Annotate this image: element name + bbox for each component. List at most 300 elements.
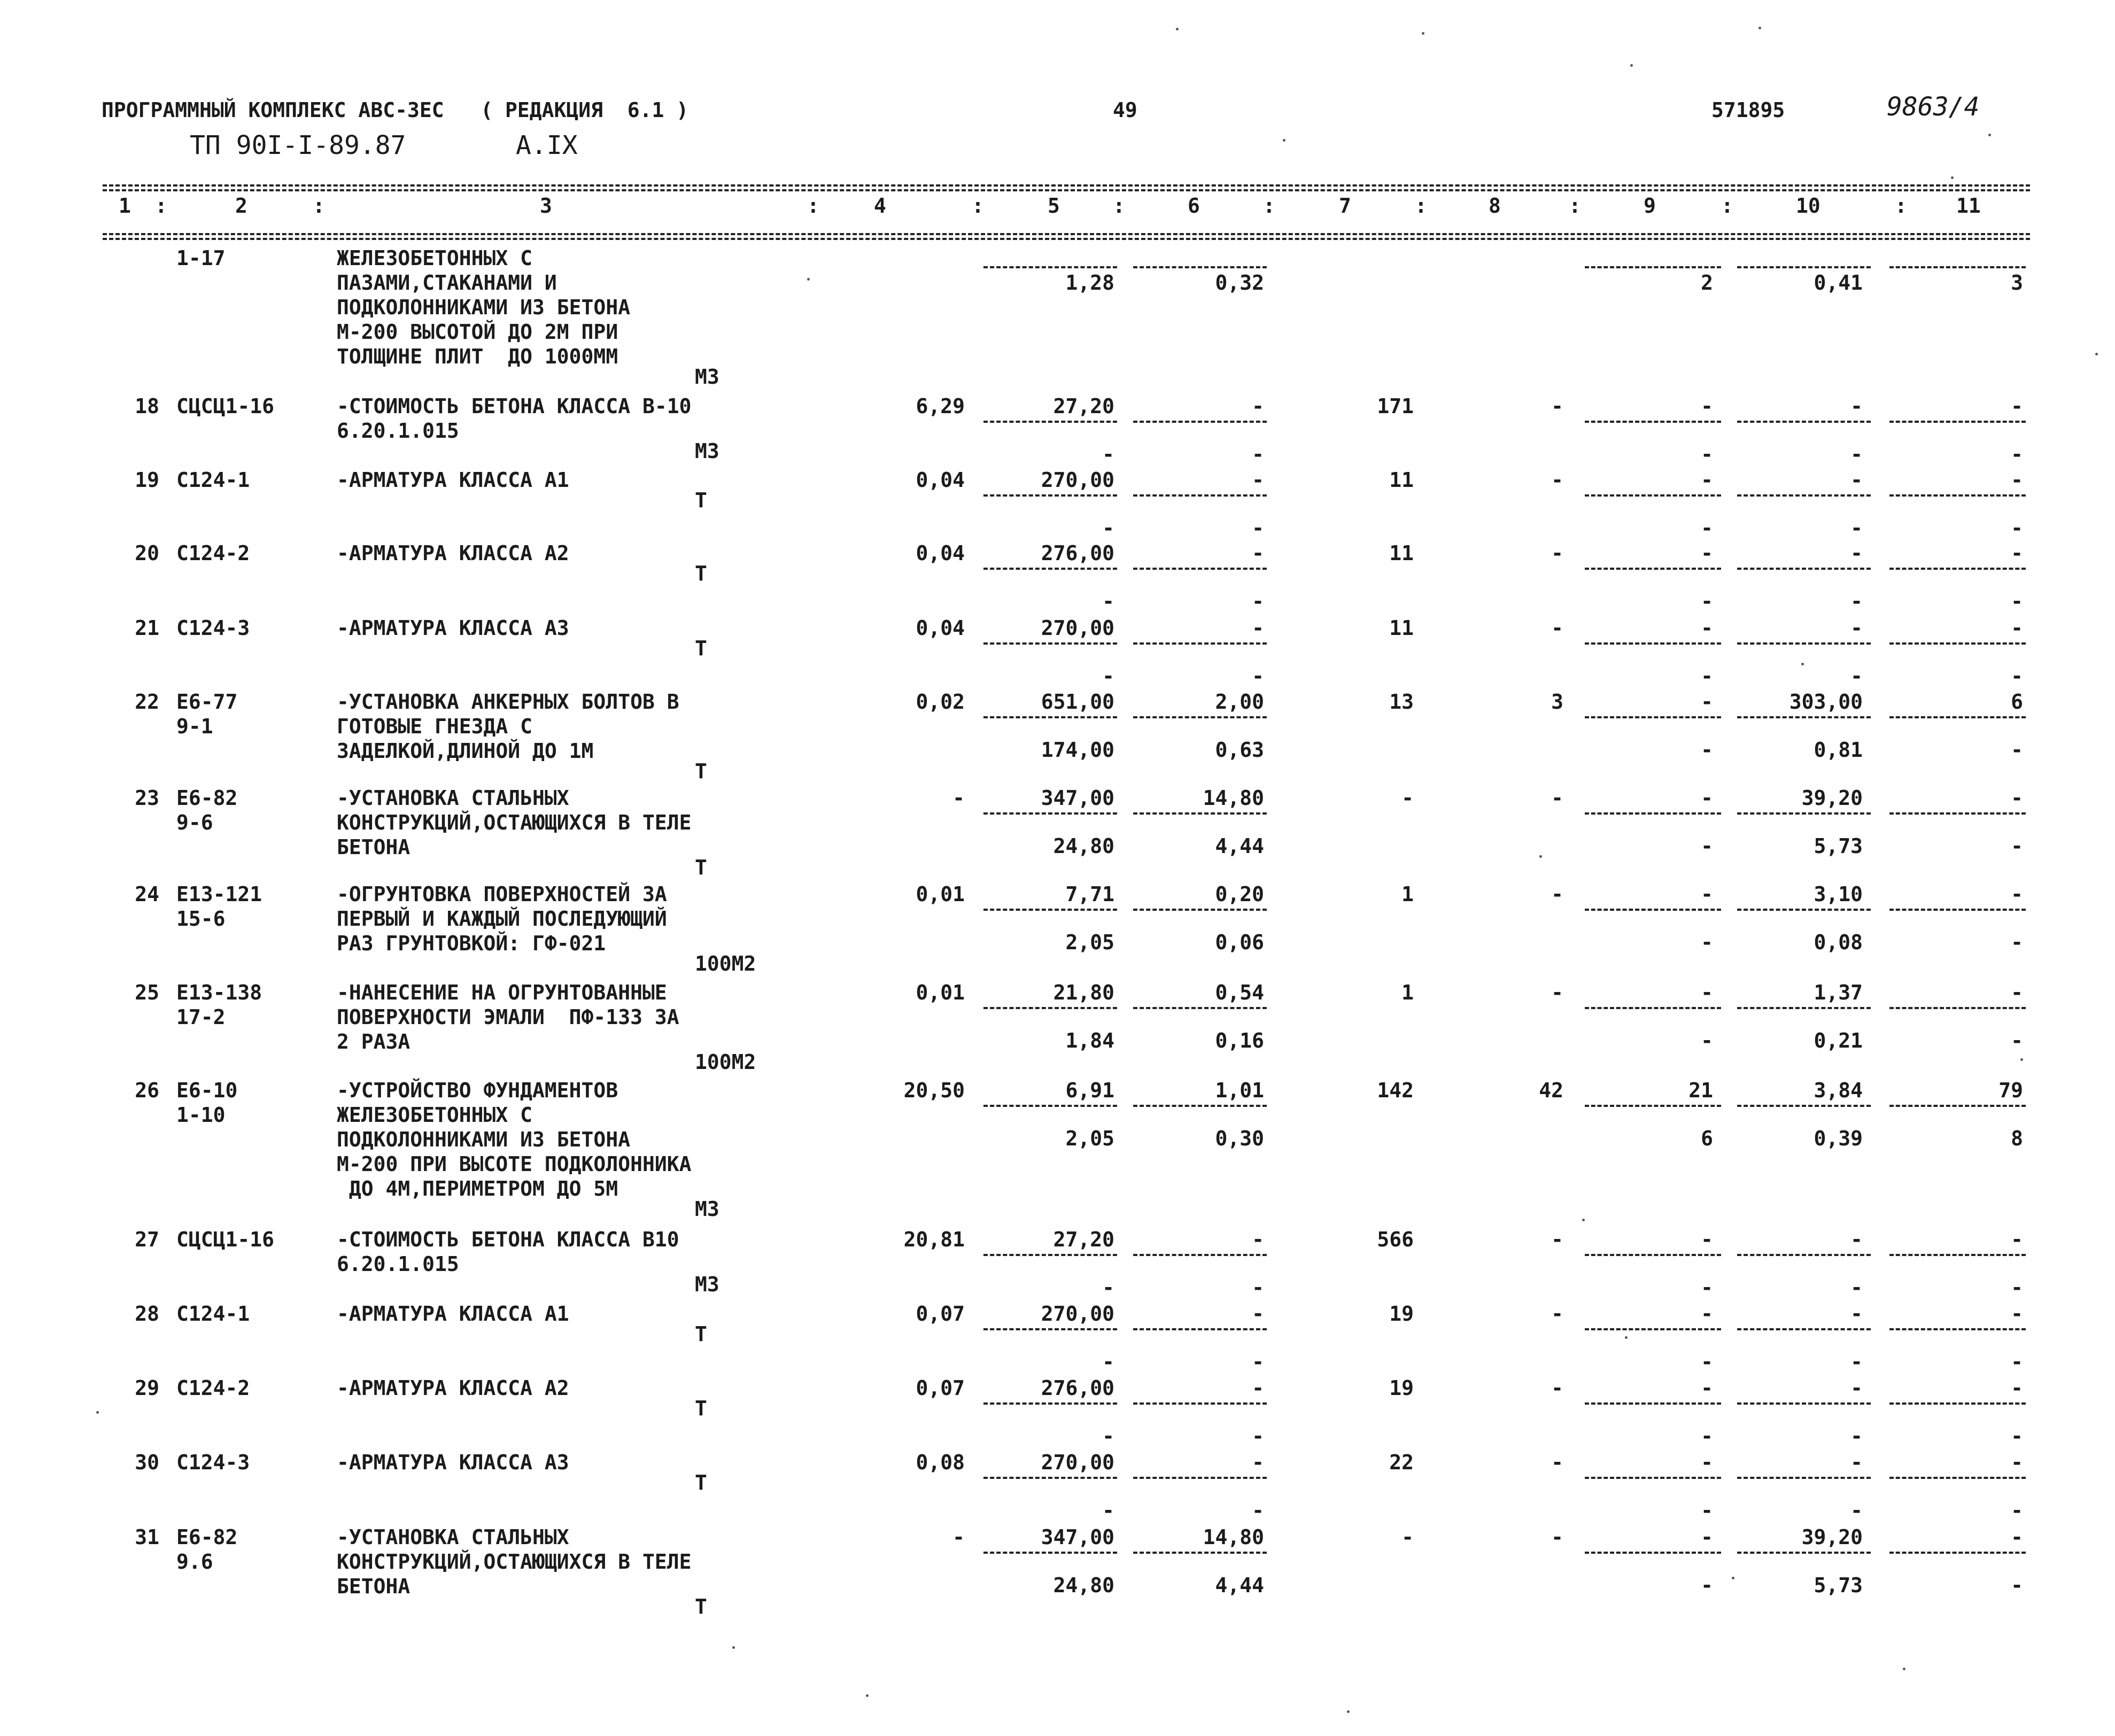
row-number: 19 bbox=[135, 468, 159, 492]
cell-col-6-lower: 0,06 bbox=[1215, 931, 1264, 954]
cell-col-6: - bbox=[1252, 541, 1264, 565]
cell-rule bbox=[1585, 1328, 1721, 1330]
cell-col-11: - bbox=[2011, 1376, 2023, 1400]
scan-speck bbox=[1801, 663, 1804, 665]
row-code: Е6-10 bbox=[176, 1079, 238, 1102]
cell-col-9: 2 bbox=[1701, 271, 1713, 294]
cell-col-6-lower: 4,44 bbox=[1215, 1574, 1264, 1597]
cell-col-7: 19 bbox=[1389, 1302, 1414, 1326]
row-description: ЖЕЛЕЗОБЕТОННЫХ С bbox=[337, 246, 533, 270]
cell-col-10-lower: - bbox=[1850, 1499, 1863, 1522]
cell-col-7: 1 bbox=[1401, 981, 1414, 1004]
cell-col-11: - bbox=[2011, 394, 2023, 418]
cell-col-6: 14,80 bbox=[1203, 786, 1264, 810]
cell-rule bbox=[1889, 1552, 2026, 1554]
cell-col-9: - bbox=[1701, 882, 1713, 906]
cell-col-6: - bbox=[1252, 616, 1264, 640]
cell-col-5: 276,00 bbox=[1041, 1376, 1114, 1400]
cell-col-11-lower: - bbox=[2011, 1350, 2023, 1374]
cell-rule bbox=[1889, 1105, 2026, 1107]
row-code: С124-1 bbox=[176, 1302, 250, 1326]
cell-col-5-lower: - bbox=[1102, 1350, 1114, 1374]
cell-rule bbox=[1889, 568, 2026, 570]
cell-col-9-lower: 6 bbox=[1701, 1127, 1713, 1150]
cell-col-9-lower: - bbox=[1701, 1276, 1713, 1299]
cell-col-6-lower: - bbox=[1252, 1499, 1264, 1522]
row-description: -АРМАТУРА КЛАССА А1 bbox=[337, 468, 569, 492]
cell-col-4: 20,50 bbox=[903, 1079, 965, 1102]
cell-col-11: - bbox=[2011, 1228, 2023, 1251]
cell-col-11: - bbox=[2011, 1302, 2023, 1326]
cell-col-5-lower: 2,05 bbox=[1065, 931, 1114, 954]
cell-col-5: 270,00 bbox=[1041, 1451, 1114, 1474]
cell-col-9-lower: - bbox=[1701, 590, 1713, 613]
cell-rule bbox=[983, 1402, 1117, 1405]
row-number: 25 bbox=[135, 981, 159, 1004]
row-unit: 100М2 bbox=[695, 952, 756, 975]
cell-col-9: - bbox=[1701, 981, 1713, 1004]
cell-rule bbox=[1133, 1552, 1267, 1554]
cell-col-6-lower: - bbox=[1252, 516, 1264, 540]
cell-col-6-lower: - bbox=[1252, 664, 1264, 688]
cell-col-11: - bbox=[2011, 981, 2023, 1004]
cell-col-8: - bbox=[1551, 468, 1563, 492]
row-number: 27 bbox=[135, 1228, 159, 1251]
row-description: -АРМАТУРА КЛАССА А2 bbox=[337, 1376, 569, 1400]
row-description: ГОТОВЫЕ ГНЕЗДА С bbox=[337, 715, 533, 738]
scan-speck bbox=[807, 278, 810, 281]
cell-col-10-lower: - bbox=[1850, 1350, 1863, 1374]
cell-rule bbox=[1737, 642, 1871, 645]
row-description: ПЕРВЫЙ И КАЖДЫЙ ПОСЛЕДУЮЩИЙ bbox=[337, 907, 667, 931]
cell-col-8: - bbox=[1551, 394, 1563, 418]
cell-rule bbox=[1889, 266, 2026, 268]
cell-col-4: - bbox=[952, 1525, 965, 1549]
column-separator: : bbox=[1113, 194, 1125, 218]
cell-rule bbox=[1737, 812, 1871, 815]
cell-col-11: - bbox=[2011, 616, 2023, 640]
cell-col-10-lower: 5,73 bbox=[1814, 1574, 1863, 1597]
cell-col-11-lower: 8 bbox=[2011, 1127, 2023, 1150]
cell-rule bbox=[1585, 1254, 1721, 1256]
row-code: С124-3 bbox=[176, 616, 250, 640]
cell-col-9: - bbox=[1701, 468, 1713, 492]
cell-col-6: - bbox=[1252, 1451, 1264, 1474]
cell-col-9: - bbox=[1701, 690, 1713, 714]
column-header-10: 10 bbox=[1796, 194, 1820, 218]
row-description: ТОЛЩИНЕ ПЛИТ ДО 1000ММ bbox=[337, 345, 618, 368]
cell-col-7: 19 bbox=[1389, 1376, 1414, 1400]
row-code: 15-6 bbox=[176, 907, 226, 931]
row-description: -АРМАТУРА КЛАССА А1 bbox=[337, 1302, 569, 1326]
cell-col-10-lower: - bbox=[1850, 516, 1863, 540]
document-code: 571895 bbox=[1711, 98, 1785, 122]
cell-col-6: 0,54 bbox=[1215, 981, 1264, 1004]
cell-rule bbox=[1889, 421, 2026, 423]
cell-col-4: 0,07 bbox=[916, 1302, 965, 1326]
cell-col-6-lower: 0,30 bbox=[1215, 1127, 1264, 1150]
row-description: -АРМАТУРА КЛАССА А3 bbox=[337, 1451, 569, 1474]
scan-speck bbox=[732, 1646, 735, 1649]
row-number: 23 bbox=[135, 786, 159, 810]
cell-col-5: 7,71 bbox=[1065, 882, 1114, 906]
cell-col-7: - bbox=[1401, 1525, 1414, 1549]
cell-col-5: 21,80 bbox=[1053, 981, 1114, 1004]
cell-rule bbox=[1585, 421, 1721, 423]
scan-speck bbox=[2095, 353, 2098, 355]
cell-rule bbox=[1585, 1402, 1721, 1405]
cell-col-9-lower: - bbox=[1701, 931, 1713, 954]
cell-col-6: - bbox=[1252, 468, 1264, 492]
cell-col-6: 0,20 bbox=[1215, 882, 1264, 906]
cell-col-10-lower: 0,81 bbox=[1814, 738, 1863, 762]
row-number: 30 bbox=[135, 1451, 159, 1474]
cell-rule bbox=[1133, 909, 1267, 911]
cell-rule bbox=[1737, 494, 1871, 497]
row-description: 6.20.1.015 bbox=[337, 419, 459, 443]
cell-col-11: - bbox=[2011, 786, 2023, 810]
row-description: КОНСТРУКЦИЙ,ОСТАЮЩИХСЯ В ТЕЛЕ bbox=[337, 1550, 692, 1574]
cell-rule bbox=[1737, 1254, 1871, 1256]
row-description: -НАНЕСЕНИЕ НА ОГРУНТОВАННЫЕ bbox=[337, 981, 667, 1004]
cell-col-10: 303,00 bbox=[1789, 690, 1863, 714]
row-description: БЕТОНА bbox=[337, 1575, 410, 1598]
cell-col-11-lower: - bbox=[2011, 664, 2023, 688]
cell-col-5: 270,00 bbox=[1041, 616, 1114, 640]
row-code: СЦСЦ1-16 bbox=[176, 1228, 275, 1251]
cell-col-8: - bbox=[1551, 786, 1563, 810]
cell-col-5: 27,20 bbox=[1053, 394, 1114, 418]
cell-col-7: 171 bbox=[1377, 394, 1414, 418]
row-description: ЗАДЕЛКОЙ,ДЛИНОЙ ДО 1М bbox=[337, 739, 594, 763]
row-unit: Т bbox=[695, 1471, 707, 1494]
cell-rule bbox=[1889, 1328, 2026, 1330]
cell-col-5-lower: 1,84 bbox=[1065, 1029, 1114, 1052]
cell-rule bbox=[1585, 1552, 1721, 1554]
row-unit: Т bbox=[695, 1322, 707, 1346]
cell-rule bbox=[983, 1105, 1117, 1107]
scan-speck bbox=[96, 1411, 99, 1414]
cell-col-9: - bbox=[1701, 1302, 1713, 1326]
cell-rule bbox=[1889, 642, 2026, 645]
cell-rule bbox=[983, 812, 1117, 815]
row-description: -АРМАТУРА КЛАССА А2 bbox=[337, 541, 569, 565]
cell-col-5-lower: - bbox=[1102, 590, 1114, 613]
column-header-6: 6 bbox=[1188, 194, 1200, 218]
cell-col-5-lower: - bbox=[1102, 664, 1114, 688]
row-code: Е6-77 bbox=[176, 690, 238, 714]
cell-col-7: 11 bbox=[1389, 616, 1414, 640]
row-unit: Т bbox=[695, 1595, 707, 1618]
column-separator: : bbox=[1263, 194, 1275, 218]
cell-col-11: 6 bbox=[2011, 690, 2023, 714]
cell-col-10-lower: - bbox=[1850, 443, 1863, 466]
project-number: ТП 90I-I-89.87 bbox=[190, 130, 406, 160]
cell-rule bbox=[983, 421, 1117, 423]
row-description: ПОВЕРХНОСТИ ЭМАЛИ ПФ-133 ЗА bbox=[337, 1005, 679, 1029]
cell-rule bbox=[1585, 1105, 1721, 1107]
cell-rule bbox=[1889, 1007, 2026, 1009]
cell-rule bbox=[1737, 716, 1871, 718]
cell-rule bbox=[1133, 1254, 1267, 1256]
row-unit: Т bbox=[695, 1397, 707, 1420]
cell-col-6-lower: - bbox=[1252, 1276, 1264, 1299]
cell-col-10-lower: - bbox=[1850, 590, 1863, 613]
row-unit: Т bbox=[695, 856, 707, 879]
cell-rule bbox=[1889, 1402, 2026, 1405]
cell-col-7: 1 bbox=[1401, 882, 1414, 906]
cell-col-11: - bbox=[2011, 541, 2023, 565]
cell-col-6: - bbox=[1252, 1376, 1264, 1400]
cell-rule bbox=[1737, 266, 1871, 268]
row-description: КОНСТРУКЦИЙ,ОСТАЮЩИХСЯ В ТЕЛЕ bbox=[337, 811, 692, 834]
cell-col-5-lower: 24,80 bbox=[1053, 834, 1114, 858]
cell-rule bbox=[1889, 716, 2026, 718]
page-number: 49 bbox=[1113, 98, 1137, 122]
cell-col-10-lower: - bbox=[1850, 1424, 1863, 1448]
cell-rule bbox=[1133, 812, 1267, 815]
cell-rule bbox=[1889, 812, 2026, 815]
cell-col-5: 651,00 bbox=[1041, 690, 1114, 714]
cell-col-8: 42 bbox=[1539, 1079, 1563, 1102]
row-unit: М3 bbox=[695, 365, 719, 389]
row-code: С124-2 bbox=[176, 541, 250, 565]
row-description: 2 РАЗА bbox=[337, 1030, 410, 1053]
scan-speck bbox=[1283, 139, 1285, 142]
row-code: 1-10 bbox=[176, 1103, 226, 1127]
row-code: Е6-82 bbox=[176, 786, 238, 810]
cell-rule bbox=[1889, 909, 2026, 911]
cell-col-6-lower: 0,63 bbox=[1215, 738, 1264, 762]
cell-col-7: 11 bbox=[1389, 468, 1414, 492]
row-number: 28 bbox=[135, 1302, 159, 1326]
cell-rule bbox=[1133, 266, 1267, 268]
row-description: ПОДКОЛОННИКАМИ ИЗ БЕТОНА bbox=[337, 1128, 631, 1151]
cell-col-11-lower: - bbox=[2011, 931, 2023, 954]
row-number: 21 bbox=[135, 616, 159, 640]
cell-col-10: - bbox=[1850, 1228, 1863, 1251]
cell-rule bbox=[983, 266, 1117, 268]
cell-col-9-lower: - bbox=[1701, 516, 1713, 540]
cell-rule bbox=[1737, 1328, 1871, 1330]
cell-col-9: - bbox=[1701, 786, 1713, 810]
cell-col-6: 1,01 bbox=[1215, 1079, 1264, 1102]
scan-speck bbox=[1951, 176, 1954, 179]
cell-rule bbox=[983, 716, 1117, 718]
row-unit: Т bbox=[695, 759, 707, 783]
row-code: Е6-82 bbox=[176, 1525, 238, 1549]
scan-speck bbox=[1539, 855, 1542, 858]
cell-rule bbox=[1585, 266, 1721, 268]
row-description: М-200 ВЫСОТОЙ ДО 2М ПРИ bbox=[337, 320, 618, 344]
row-description: БЕТОНА bbox=[337, 835, 410, 859]
cell-col-6: 14,80 bbox=[1203, 1525, 1264, 1549]
column-separator: : bbox=[313, 194, 325, 218]
scan-speck bbox=[1347, 1710, 1350, 1713]
row-description: -СТОИМОСТЬ БЕТОНА КЛАССА В10 bbox=[337, 1228, 679, 1251]
cell-col-4: - bbox=[952, 786, 965, 810]
scan-speck bbox=[866, 1694, 869, 1697]
column-separator: : bbox=[972, 194, 984, 218]
scan-speck bbox=[2020, 1058, 2023, 1061]
cell-col-9: - bbox=[1701, 1376, 1713, 1400]
cell-rule bbox=[1889, 1254, 2026, 1256]
cell-col-4: 0,01 bbox=[916, 882, 965, 906]
cell-col-11: - bbox=[2011, 468, 2023, 492]
column-header-9: 9 bbox=[1644, 194, 1656, 218]
cell-rule bbox=[1585, 642, 1721, 645]
cell-col-10: 3,10 bbox=[1814, 882, 1863, 906]
row-description: РАЗ ГРУНТОВКОЙ: ГФ-021 bbox=[337, 932, 606, 955]
cell-col-8: - bbox=[1551, 541, 1563, 565]
cell-col-9-lower: - bbox=[1701, 834, 1713, 858]
column-header-3: 3 bbox=[540, 194, 552, 218]
cell-col-11-lower: - bbox=[2011, 1424, 2023, 1448]
cell-col-4: 0,02 bbox=[916, 690, 965, 714]
cell-col-5: 270,00 bbox=[1041, 468, 1114, 492]
cell-col-9-lower: - bbox=[1701, 1424, 1713, 1448]
cell-rule bbox=[1737, 1402, 1871, 1405]
cell-col-11: - bbox=[2011, 1451, 2023, 1474]
cell-rule bbox=[1133, 1007, 1267, 1009]
row-number: 26 bbox=[135, 1079, 159, 1102]
cell-col-5: 1,28 bbox=[1065, 271, 1114, 294]
scan-speck bbox=[1422, 32, 1424, 35]
row-number: 18 bbox=[135, 394, 159, 418]
cell-col-8: - bbox=[1551, 1302, 1563, 1326]
row-number: 20 bbox=[135, 541, 159, 565]
row-description: ПОДКОЛОННИКАМИ ИЗ БЕТОНА bbox=[337, 296, 631, 319]
cell-col-9-lower: - bbox=[1701, 664, 1713, 688]
column-separator: : bbox=[807, 194, 819, 218]
cell-rule bbox=[983, 568, 1117, 570]
cell-rule bbox=[983, 494, 1117, 497]
cell-col-8: 3 bbox=[1551, 690, 1563, 714]
cell-rule bbox=[983, 1254, 1117, 1256]
row-unit: М3 bbox=[695, 1273, 719, 1296]
cell-col-10: 0,41 bbox=[1814, 271, 1863, 294]
scan-speck bbox=[1582, 1219, 1585, 1221]
row-description: -СТОИМОСТЬ БЕТОНА КЛАССА В-10 bbox=[337, 394, 692, 418]
cell-rule bbox=[1133, 716, 1267, 718]
cell-rule bbox=[1585, 1477, 1721, 1479]
cell-col-7: 566 bbox=[1377, 1228, 1414, 1251]
cell-col-10: - bbox=[1850, 1376, 1863, 1400]
cell-col-10: 39,20 bbox=[1801, 786, 1863, 810]
cell-col-10: 1,37 bbox=[1814, 981, 1863, 1004]
cell-col-10: - bbox=[1850, 1451, 1863, 1474]
cell-rule bbox=[983, 909, 1117, 911]
cell-col-4: 20,81 bbox=[903, 1228, 965, 1251]
cell-col-9: 21 bbox=[1688, 1079, 1713, 1102]
cell-rule bbox=[1889, 1477, 2026, 1479]
cell-col-10: 39,20 bbox=[1801, 1525, 1863, 1549]
scan-speck bbox=[1732, 1577, 1734, 1579]
cell-col-6-lower: - bbox=[1252, 1424, 1264, 1448]
cell-col-6-lower: - bbox=[1252, 590, 1264, 613]
cell-col-6-lower: 4,44 bbox=[1215, 834, 1264, 858]
cell-col-5-lower: 174,00 bbox=[1041, 738, 1114, 762]
row-code: С124-3 bbox=[176, 1451, 250, 1474]
cell-col-9: - bbox=[1701, 1228, 1713, 1251]
cell-rule bbox=[1585, 568, 1721, 570]
cell-col-11-lower: - bbox=[2011, 834, 2023, 858]
cell-col-5-lower: 2,05 bbox=[1065, 1127, 1114, 1150]
cell-col-8: - bbox=[1551, 1451, 1563, 1474]
cell-col-4: 6,29 bbox=[916, 394, 965, 418]
cell-rule bbox=[1737, 909, 1871, 911]
row-code: СЦСЦ1-16 bbox=[176, 394, 275, 418]
cell-col-7: 22 bbox=[1389, 1451, 1414, 1474]
cell-rule bbox=[1737, 1552, 1871, 1554]
cell-rule bbox=[983, 1007, 1117, 1009]
cell-col-10: - bbox=[1850, 616, 1863, 640]
column-separator: : bbox=[1569, 194, 1581, 218]
row-number: 22 bbox=[135, 690, 159, 714]
column-separator: : bbox=[155, 194, 167, 218]
row-code: 1-17 bbox=[176, 246, 226, 270]
cell-col-10: 3,84 bbox=[1814, 1079, 1863, 1102]
row-description: -УСТАНОВКА АНКЕРНЫХ БОЛТОВ В bbox=[337, 690, 679, 714]
cell-col-8: - bbox=[1551, 882, 1563, 906]
column-separator: : bbox=[1415, 194, 1427, 218]
cell-col-11-lower: - bbox=[2011, 1499, 2023, 1522]
row-code: 17-2 bbox=[176, 1005, 226, 1029]
cell-col-9-lower: - bbox=[1701, 738, 1713, 762]
cell-col-5: 347,00 bbox=[1041, 1525, 1114, 1549]
scan-speck bbox=[1758, 27, 1761, 29]
column-separator: : bbox=[1721, 194, 1733, 218]
cell-col-6-lower: 0,16 bbox=[1215, 1029, 1264, 1052]
cell-col-11: 3 bbox=[2011, 271, 2023, 294]
cell-col-5: 276,00 bbox=[1041, 541, 1114, 565]
cell-rule bbox=[1737, 1007, 1871, 1009]
cell-col-5: 27,20 bbox=[1053, 1228, 1114, 1251]
cell-col-7: 13 bbox=[1389, 690, 1414, 714]
scan-speck bbox=[1630, 64, 1633, 67]
row-number: 29 bbox=[135, 1376, 159, 1400]
scan-speck bbox=[1903, 1668, 1905, 1670]
cell-col-5-lower: 24,80 bbox=[1053, 1574, 1114, 1597]
column-header-1: 1 bbox=[119, 194, 131, 218]
program-title: ПРОГРАММНЫЙ КОМПЛЕКС АВС-ЗЕС ( РЕДАКЦИЯ 6.1 ) bbox=[102, 98, 689, 122]
column-header-4: 4 bbox=[874, 194, 886, 218]
cell-rule bbox=[1585, 909, 1721, 911]
row-code: 9-1 bbox=[176, 715, 213, 738]
cell-rule bbox=[1737, 568, 1871, 570]
cell-col-5: 270,00 bbox=[1041, 1302, 1114, 1326]
cell-col-10: - bbox=[1850, 1302, 1863, 1326]
cell-col-6-lower: - bbox=[1252, 443, 1264, 466]
row-code: 9-6 bbox=[176, 811, 213, 834]
column-header-8: 8 bbox=[1489, 194, 1501, 218]
row-code: 9.6 bbox=[176, 1550, 213, 1574]
row-description: -УСТАНОВКА СТАЛЬНЫХ bbox=[337, 1525, 569, 1549]
cell-col-5: 347,00 bbox=[1041, 786, 1114, 810]
cell-col-5-lower: - bbox=[1102, 516, 1114, 540]
row-unit: Т bbox=[695, 489, 707, 512]
cell-rule bbox=[1737, 421, 1871, 423]
cell-col-10-lower: 0,08 bbox=[1814, 931, 1863, 954]
row-description: ЖЕЛЕЗОБЕТОННЫХ С bbox=[337, 1103, 533, 1127]
cell-col-11-lower: - bbox=[2011, 738, 2023, 762]
cell-col-11-lower: - bbox=[2011, 1574, 2023, 1597]
cell-col-9-lower: - bbox=[1701, 1574, 1713, 1597]
sheet-reference: 9863/4 bbox=[1887, 92, 1980, 122]
row-unit: 100М2 bbox=[695, 1050, 756, 1074]
cell-rule bbox=[983, 642, 1117, 645]
cell-col-9-lower: - bbox=[1701, 1499, 1713, 1522]
